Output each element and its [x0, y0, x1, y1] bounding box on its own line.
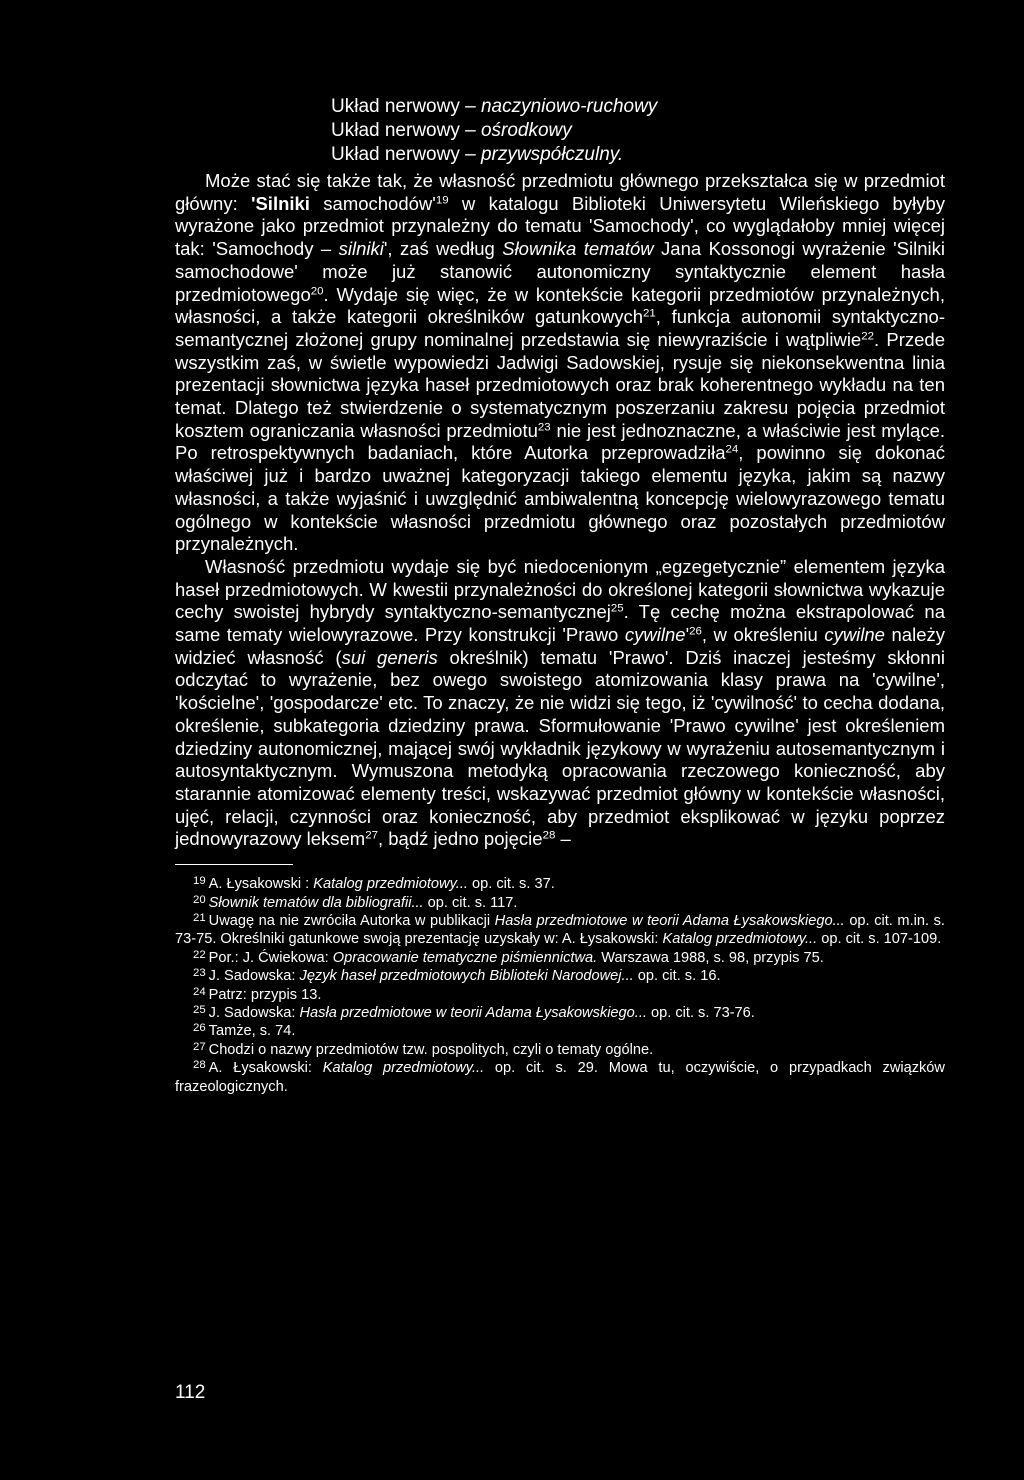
page-content — [175, 95, 945, 1096]
subject-heading: Układ nerwowy – naczyniowo-ruchowy — [331, 96, 658, 117]
body-text — [175, 170, 945, 851]
footnote-separator — [175, 864, 293, 865]
footnote-number: 26 — [193, 1022, 206, 1035]
footnote-26: $^{26}$ Tamże, s. 74. — [193, 1022, 296, 1040]
footnote-ref-28: 28 — [542, 830, 556, 843]
footnote-number: 24 — [193, 985, 206, 998]
footnote-number: 28 — [193, 1059, 206, 1072]
footnotes — [175, 875, 945, 1096]
footnote-25: $^{25}$ J. Sadowska: Hasła przedmiotowe w teorii Adama Łysakowskiego... op. cit. s. 73-76. — [193, 1003, 755, 1021]
footnote-ref-21: 21 — [643, 307, 656, 320]
footnote-ref-25: 25 — [610, 603, 624, 616]
footnote-ref-20: 20 — [310, 285, 324, 298]
footnote-number: 27 — [193, 1040, 206, 1053]
footnote-ref-26: 26 — [689, 625, 702, 638]
footnote-28: $^{28}$ A. Łysakowski: Katalog przedmiotowy... op. cit. s. 29. Mowa tu, oczywiście, o przypadkach związków frazeologicznych. — [175, 1059, 945, 1095]
footnote-19: $^{19}$ A. Łysakowski : Katalog przedmiotowy... op. cit. s. 37. — [193, 875, 555, 893]
subject-heading-list — [331, 95, 945, 167]
subject-heading: Układ nerwowy – ośrodkowy — [331, 120, 572, 141]
footnote-ref-23: 23 — [537, 421, 551, 434]
page-number: 112 — [175, 1382, 206, 1403]
subject-heading: Układ nerwowy – przywspółczulny. — [331, 144, 624, 165]
footnote-number: 20 — [193, 893, 206, 906]
footnote-ref-27: 27 — [365, 830, 378, 843]
footnote-27: $^{27}$ Chodzi o nazwy przedmiotów tzw. pospolitych, czyli o tematy ogólne. — [193, 1040, 654, 1058]
footnote-21: $^{21}$ Uwagę na nie zwróciła Autorka w publikacji Hasła przedmiotowe w teorii Adama Łysakowskiego... op. cit. m.in. s. 73-75. Określniki gatunkowe swoją prezentację uzyskały w: A. Łysakowski: Katalog przedmiotowy... op. cit. s. 107-109. — [175, 911, 945, 948]
footnote-24: $^{24}$ Patrz: przypis 13. — [193, 985, 322, 1003]
footnote-ref-24: 24 — [725, 444, 739, 457]
footnote-23: $^{23}$ J. Sadowska: Język haseł przedmiotowych Biblioteki Narodowej... op. cit. s. 16. — [193, 967, 721, 985]
footnote-22: $^{22}$ Por.: J. Ćwiekowa: Opracowanie tematyczne piśmiennictwa. Warszawa 1988, s. 98, przypis 75. — [193, 948, 824, 966]
footnote-number: 19 — [193, 875, 206, 888]
footnote-number: 25 — [193, 1003, 206, 1016]
footnote-20: $^{20}$ Słownik tematów dla bibliografii... op. cit. s. 117. — [193, 893, 518, 911]
footnote-number: 23 — [193, 967, 206, 980]
paragraph-1: Może stać się także tak, że własność przedmiotu głównego przekształca się w przedmiot główny: 'Silniki $samochodów'^{19}$ w katalogu Biblioteki Uniwersytetu Wileńskiego byłyby wyrażone jako przedmiot przynależny do tematu 'Samochody', co wyglądałoby mniej więcej tak: 'Samochody – silniki', zaś według Słownika tematów Jana Kossonogi wyrażenie 'Silniki samochodowe' może już stanowić autonomiczny syntaktycznie element hasła przedmiotowego$^{20}$. Wydaje się więc, że w kontekście kategorii przedmiotów przynależnych, własności, a także kategorii określników gatunkowych$^{21}$, funkcja autonomii syntaktyczno-semantycznej złożonej grupy nominalnej przedstawia się niewyraziście i wątpliwie$^{22}$. Przede wszystkim zaś, w świetle wypowiedzi Jadwigi Sadowskiej, rysuje się niekonsekwentna linia prezentacji słownictwa języka haseł przedmiotowych oraz brak koherentnego wykładu na ten temat. Dlatego też stwierdzenie o systematycznym poszerzaniu zakresu pojęcia przedmiot kosztem ograniczania własności przedmiotu$^{23}$ nie jest jednoznaczne, a właściwie jest mylące. Po retrospektywnych badaniach, które Autorka przeprowadziła$^{24}$, powinno się dokonać właściwej już i bardzo uważnej kategoryzacji takiego elementu języka, jakim są nazwy własności, a także wyjaśnić i uwzględnić ambiwalentną koncepcję wielowyrazowego tematu ogólnego w kontekście własności przedmiotu głównego oraz pozostałych przedmiotów przynależnych. — [175, 170, 946, 555]
footnote-number: 21 — [193, 911, 206, 924]
footnote-number: 22 — [193, 948, 206, 961]
footnote-ref-22: 22 — [861, 330, 874, 343]
footnote-ref-19: 19 — [435, 194, 449, 207]
paragraph-2: Własność przedmiotu wydaje się być niedocenionym „egzegetycznie” elementem języka haseł przedmiotowych. W kwestii przynależności do określonej kategorii słownictwa wykazuje cechy swoistej hybrydy syntaktyczno-semantycznej$^{25}$. Tę cechę można ekstrapolować na same tematy wielowyrazowe. Przy konstrukcji 'Prawo $cywilne'^{26}$, w określeniu cywilne należy widzieć własność (sui generis określnik) tematu 'Prawo'. Dziś inaczej jesteśmy skłonni odczytać to wyrażenie, bez owego swoistego atomizowania klasy prawa na 'cywilne', 'kościelne', 'gospodarcze' etc. To znaczy, że nie widzi się tego, iż 'cywilność' to cecha dodana, określenie, subkategoria dziedziny prawa. Sformułowanie 'Prawo cywilne' jest określeniem dziedziny autonomicznej, mającej swój wykładnik językowy w wyrażeniu autosemantycznym i autosyntaktycznym. Wymuszona metodyką opracowania rzeczowego konieczność, aby starannie atomizować elementy treści, wskazywać przedmiot główny w kontekście własności, ujęć, relacji, czynności oraz konieczność, aby przedmiot eksplikować w języku poprzez jednowyrazowy leksem$^{27}$, bądź jedno pojęcie$^{28}$ – — [175, 555, 945, 850]
